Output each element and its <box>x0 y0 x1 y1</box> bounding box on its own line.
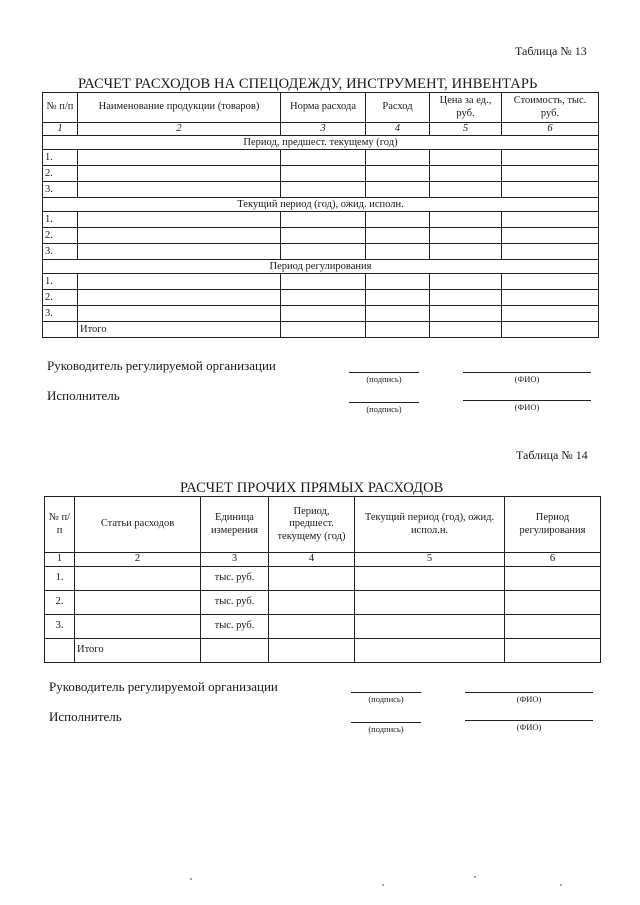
cell <box>78 166 281 182</box>
head-signature-label: Руководитель регулируемой организации <box>49 679 278 694</box>
cell <box>281 306 366 322</box>
cell <box>430 212 502 228</box>
total-row <box>45 639 601 663</box>
row-num: 1. <box>43 150 78 166</box>
cell <box>430 228 502 244</box>
col-number: 1 <box>45 553 75 567</box>
col-number: 5 <box>355 553 505 567</box>
total-label: Итого <box>78 322 281 338</box>
header-prev: Период, предшест. текущему (год) <box>269 497 355 553</box>
table-row <box>45 615 601 639</box>
section-title: Период, предшест. текущему (год) <box>43 136 599 150</box>
cell <box>502 166 599 182</box>
cell <box>505 639 601 663</box>
cell <box>502 274 599 290</box>
row-num: 1. <box>43 274 78 290</box>
table13-caption: Таблица № 13 <box>515 44 587 58</box>
table-row <box>43 306 599 322</box>
row-num: 1. <box>45 567 75 591</box>
scan-speck <box>190 878 192 880</box>
row-num: 2. <box>43 228 78 244</box>
table14-header-row <box>45 497 601 553</box>
cell <box>201 639 269 663</box>
cell <box>355 615 505 639</box>
table14-title: РАСЧЕТ ПРОЧИХ ПРЯМЫХ РАСХОДОВ <box>180 480 444 496</box>
col-number: 6 <box>505 553 601 567</box>
head-name-line <box>463 372 591 373</box>
head-name-hint: (ФИО) <box>514 374 540 384</box>
executor-name-hint: (ФИО) <box>514 402 540 412</box>
table14 <box>44 496 601 663</box>
cell <box>430 322 502 338</box>
header-unit: Единица измерения <box>201 497 269 553</box>
header-num: № п/п <box>45 497 75 553</box>
cell <box>281 322 366 338</box>
table14-caption: Таблица № 14 <box>516 448 588 462</box>
col-number: 1 <box>43 123 78 136</box>
row-num: 2. <box>43 166 78 182</box>
col-number: 5 <box>430 123 502 136</box>
cell <box>502 322 599 338</box>
cell <box>281 290 366 306</box>
head-signature-line <box>349 372 419 373</box>
executor-name-line <box>465 720 593 721</box>
table-row <box>43 290 599 306</box>
cell <box>502 244 599 260</box>
row-num: 2. <box>45 591 75 615</box>
cell <box>430 306 502 322</box>
total-label: Итого <box>75 639 201 663</box>
section-header-row <box>43 260 599 274</box>
cell <box>366 150 430 166</box>
cell <box>281 244 366 260</box>
head-signature-line <box>351 692 421 693</box>
header-consumption: Расход <box>366 93 430 123</box>
table-row <box>43 274 599 290</box>
table-row <box>45 567 601 591</box>
executor-signature-label: Исполнитель <box>49 709 122 724</box>
col-number: 4 <box>269 553 355 567</box>
table13-colnum-row <box>43 123 599 136</box>
head-signature-label: Руководитель регулируемой организации <box>47 358 276 373</box>
executor-name-hint: (ФИО) <box>516 722 542 732</box>
cell <box>281 166 366 182</box>
cell <box>366 228 430 244</box>
head-name-line <box>465 692 593 693</box>
table-row <box>43 150 599 166</box>
row-num: 3. <box>43 244 78 260</box>
head-name-hint: (ФИО) <box>516 694 542 704</box>
section-title: Период регулирования <box>43 260 599 274</box>
cell <box>281 150 366 166</box>
cell <box>355 591 505 615</box>
scan-speck <box>560 884 562 886</box>
row-num: 1. <box>43 212 78 228</box>
cell <box>505 615 601 639</box>
cell <box>505 591 601 615</box>
cell <box>502 182 599 198</box>
cell <box>430 150 502 166</box>
header-num: № п/п <box>43 93 78 123</box>
cell <box>430 166 502 182</box>
cell <box>502 212 599 228</box>
executor-signature-line <box>349 402 419 403</box>
table-row <box>43 228 599 244</box>
cell <box>78 212 281 228</box>
cell <box>502 306 599 322</box>
cell <box>366 244 430 260</box>
section-title: Текущий период (год), ожид. исполн. <box>43 198 599 212</box>
row-unit: тыс. руб. <box>201 615 269 639</box>
cell <box>366 166 430 182</box>
row-num: 3. <box>45 615 75 639</box>
cell <box>78 150 281 166</box>
cell <box>366 322 430 338</box>
cell <box>43 322 78 338</box>
executor-signature-line <box>351 722 421 723</box>
cell <box>366 212 430 228</box>
header-price: Цена за ед., руб. <box>430 93 502 123</box>
cell <box>75 567 201 591</box>
cell <box>78 274 281 290</box>
col-number: 2 <box>75 553 201 567</box>
table13-title: РАСЧЕТ РАСХОДОВ НА СПЕЦОДЕЖДУ, ИНСТРУМЕНТ, ИНВЕНТАРЬ <box>78 76 538 92</box>
executor-signature-hint: (подпись) <box>366 404 402 414</box>
head-signature-hint: (подпись) <box>366 374 402 384</box>
col-number: 4 <box>366 123 430 136</box>
header-current: Текущий период (год), ожид. испол.н. <box>355 497 505 553</box>
cell <box>78 244 281 260</box>
table-row <box>45 591 601 615</box>
table-row <box>43 244 599 260</box>
cell <box>281 212 366 228</box>
cell <box>366 274 430 290</box>
row-unit: тыс. руб. <box>201 591 269 615</box>
executor-name-line <box>463 400 591 401</box>
cell <box>269 567 355 591</box>
cell <box>502 290 599 306</box>
header-item: Статьи расходов <box>75 497 201 553</box>
table14-colnum-row <box>45 553 601 567</box>
table13-header-row <box>43 93 599 123</box>
cell <box>78 306 281 322</box>
row-num: 3. <box>43 306 78 322</box>
row-num: 3. <box>43 182 78 198</box>
cell <box>45 639 75 663</box>
cell <box>281 182 366 198</box>
table13 <box>42 92 599 338</box>
col-number: 2 <box>78 123 281 136</box>
table-row <box>43 182 599 198</box>
cell <box>78 290 281 306</box>
scan-speck <box>474 876 476 878</box>
cell <box>281 274 366 290</box>
col-number: 3 <box>281 123 366 136</box>
cell <box>75 615 201 639</box>
cell <box>366 182 430 198</box>
table-row <box>43 166 599 182</box>
scan-speck <box>382 884 384 886</box>
cell <box>281 228 366 244</box>
cell <box>355 639 505 663</box>
cell <box>75 591 201 615</box>
header-reg: Период регулирования <box>505 497 601 553</box>
table-row <box>43 212 599 228</box>
cell <box>430 244 502 260</box>
col-number: 6 <box>502 123 599 136</box>
cell <box>269 591 355 615</box>
cell <box>430 290 502 306</box>
head-signature-hint: (подпись) <box>368 694 404 704</box>
cell <box>366 306 430 322</box>
cell <box>430 182 502 198</box>
cell <box>355 567 505 591</box>
section-header-row <box>43 198 599 212</box>
total-row <box>43 322 599 338</box>
row-num: 2. <box>43 290 78 306</box>
cell <box>502 228 599 244</box>
cell <box>269 639 355 663</box>
section-header-row <box>43 136 599 150</box>
cell <box>269 615 355 639</box>
cell <box>366 290 430 306</box>
col-number: 3 <box>201 553 269 567</box>
executor-signature-label: Исполнитель <box>47 388 120 403</box>
header-norm: Норма расхода <box>281 93 366 123</box>
cell <box>430 274 502 290</box>
row-unit: тыс. руб. <box>201 567 269 591</box>
cell <box>78 182 281 198</box>
cell <box>505 567 601 591</box>
cell <box>502 150 599 166</box>
header-cost: Стоимость, тыс. руб. <box>502 93 599 123</box>
executor-signature-hint: (подпись) <box>368 724 404 734</box>
header-name: Наименование продукции (товаров) <box>78 93 281 123</box>
cell <box>78 228 281 244</box>
